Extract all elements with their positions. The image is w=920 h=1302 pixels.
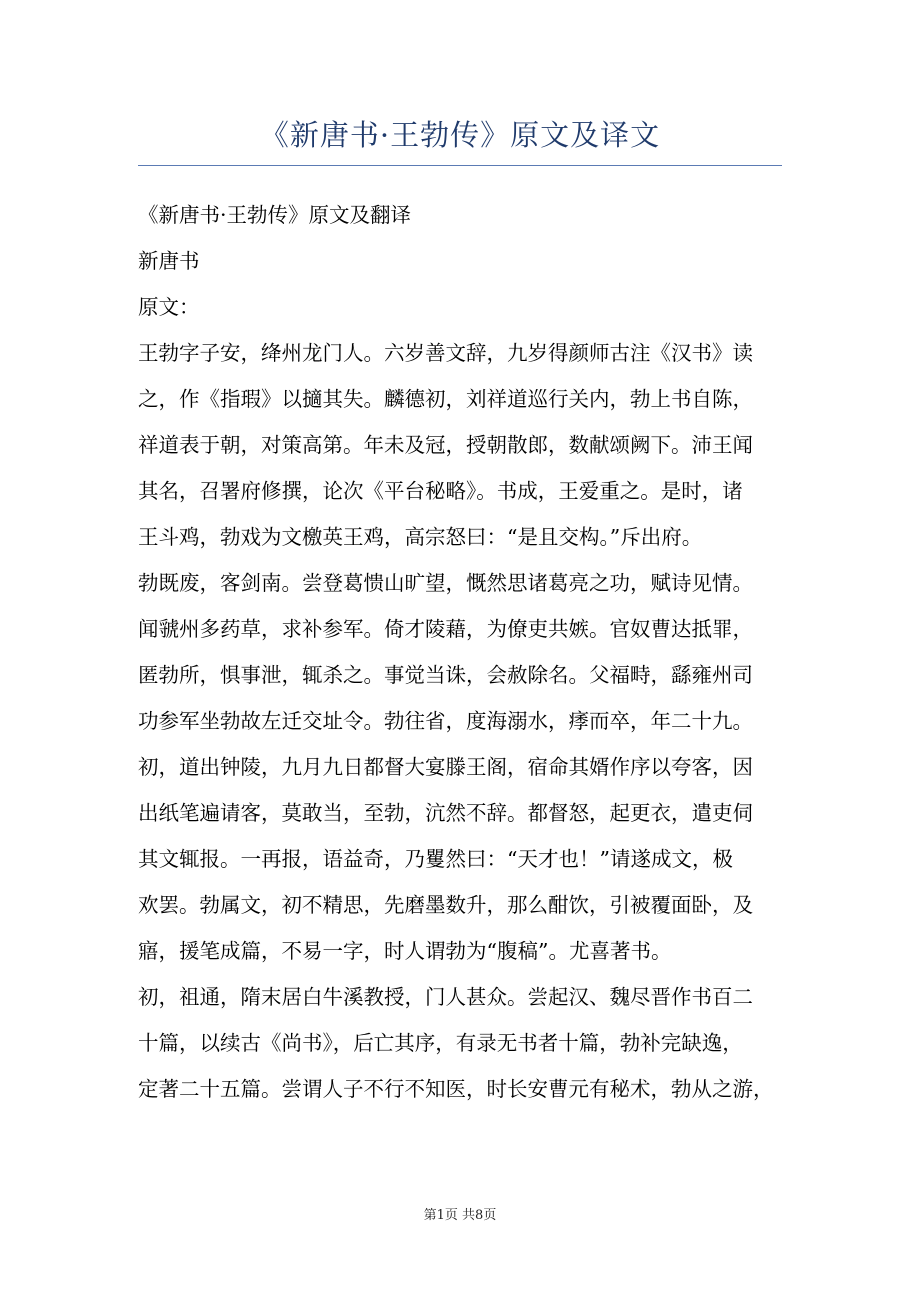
body-paragraph-4: 初，祖通，隋末居白牛溪教授，门人甚众。尝起汉、魏尽晋作书百二 十篇，以续古《尚书》，后亡其序，有录无书者十篇，勃补完缺逸， 定著二十五篇。尝谓人子不行不知医，时长安曹元有秘术，勃从之游， bbox=[138, 985, 774, 1101]
body-paragraph-1: 王勃字子安，绛州龙门人。六岁善文辞，九岁得颜师古注《汉书》读 之，作《指瑕》以擿其失。麟德初，刘祥道巡行关内，勃上书自陈， 祥道表于朝，对策高第。年未及冠，授朝散郎，数献颂阙下。沛王闻 其名，召署府修撰，论次《平台秘略》。书成，王爱重之。是时，诸 王斗鸡，勃戏为文檄英王鸡，高宗怒曰：“是且交构。”斥出府。 bbox=[138, 341, 753, 549]
subtitle-paragraph: 《新唐书·王勃传》原文及翻译 bbox=[138, 203, 412, 227]
document-title: 《新唐书·王勃传》原文及译文 bbox=[259, 118, 661, 152]
source-label: 新唐书 bbox=[138, 249, 200, 273]
body-paragraph-2: 勃既废，客剑南。尝登葛愦山旷望，慨然思诸葛亮之功，赋诗见情。 闻虢州多药草，求补参军。倚才陵藉，为僚吏共嫉。官奴曹达抵罪， 匿勃所，惧事泄，辄杀之。事觉当诛，会赦除名。父福畤，繇雍州司 功参军坐勃故左迁交址令。勃往省，度海溺水，痵而卒，年二十九。 bbox=[138, 571, 753, 733]
page-footer: 第1页 共8页 bbox=[423, 1208, 497, 1223]
title-underline bbox=[138, 165, 782, 166]
document-body bbox=[138, 192, 786, 1112]
body-paragraph-3: 初，道出钟陵，九月九日都督大宴滕王阁，宿命其婿作序以夸客，因 出纸笔遍请客，莫敢当，至勃，沆然不辞。都督怒，起更衣，遣吏伺 其文辄报。一再报，语益奇，乃矍然曰：“天才也！”请遂成文，极 欢罢。勃属文，初不精思，先磨墨数升，那么酣饮，引被覆面卧，及 寤，援笔成篇，不易一字，时人谓勃为“腹稿”。尤喜著书。 bbox=[138, 755, 753, 963]
original-text-label: 原文： bbox=[138, 295, 200, 319]
